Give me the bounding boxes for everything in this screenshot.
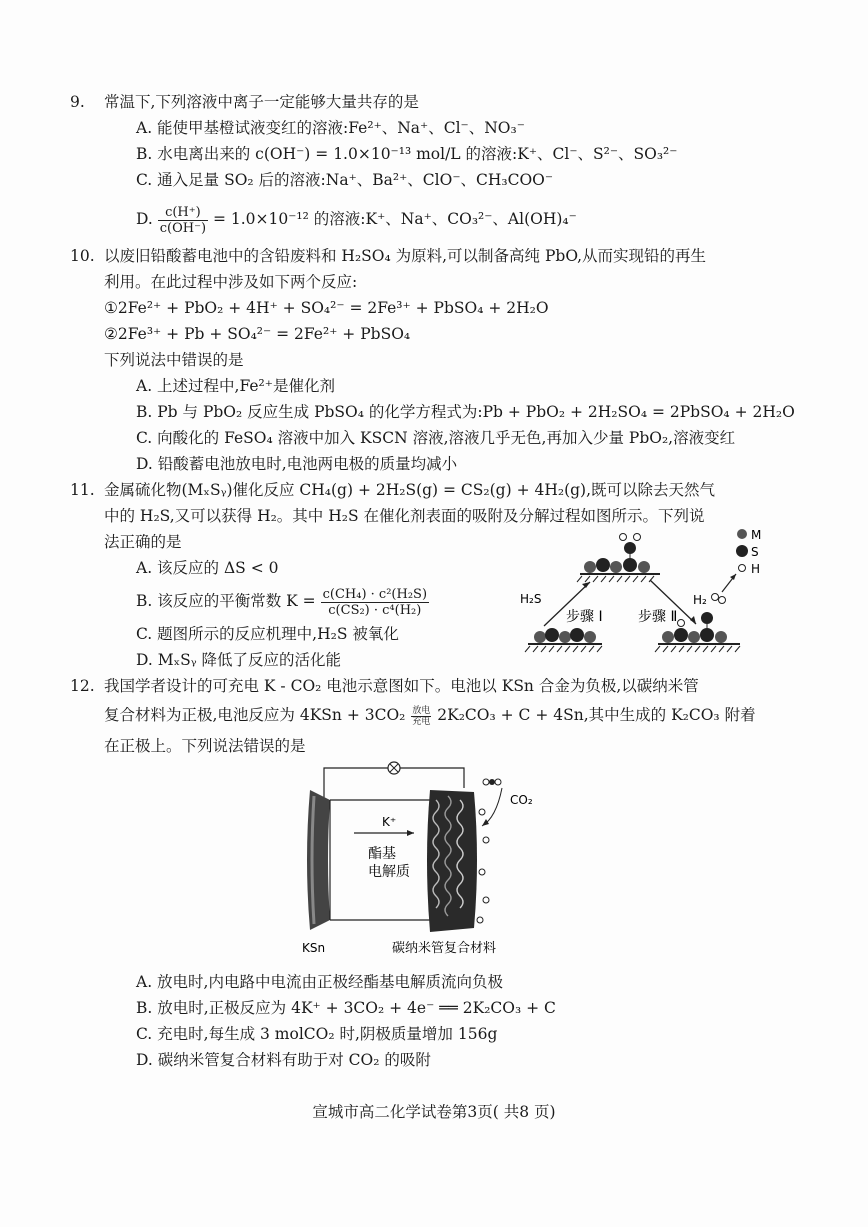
q9-option-d-rest: = 1.0×10⁻¹² 的溶液:K⁺、Na⁺、CO₃²⁻、Al(OH)₄⁻ xyxy=(212,210,577,228)
q10-option-d: D. 铅酸蓄电池放电时,电池两电极的质量均减小 xyxy=(136,455,458,473)
q10-reaction-2: ②2Fe³⁺ + Pb + SO₄²⁻ = 2Fe²⁺ + PbSO₄ xyxy=(104,325,411,343)
q11-option-b-label: B. 该反应的平衡常数 K = xyxy=(136,592,316,610)
q11-option-a: A. 该反应的 ΔS < 0 xyxy=(136,559,279,577)
surface-left xyxy=(525,644,602,652)
surface-top xyxy=(577,574,660,582)
q12-stem-line2 xyxy=(104,700,756,730)
q10-stem-line1 xyxy=(70,246,707,266)
q11-option-b xyxy=(136,584,429,618)
q10-ask: 下列说法中错误的是 xyxy=(104,351,244,369)
cnt-cathode xyxy=(427,790,489,932)
atoms-top xyxy=(584,534,650,574)
q10-reaction-1: ①2Fe²⁺ + PbO₂ + 4H⁺ + SO₄²⁻ = 2Fe³⁺ + PbSO₄ + 2H₂O xyxy=(104,299,549,317)
q11-number: 11. xyxy=(70,481,95,499)
q10-option-c: C. 向酸化的 FeSO₄ 溶液中加入 KSCN 溶液,溶液几乎无色,再加入少量 PbO₂,溶液变红 xyxy=(136,429,736,447)
co2-molecules xyxy=(482,779,502,826)
q10-option-b: B. Pb 与 PbO₂ 反应生成 PbSO₄ 的化学方程式为:Pb + PbO₂ + 2H₂SO₄ = 2PbSO₄ + 2H₂O xyxy=(136,403,795,421)
q9-option-a: A. 能使甲基橙试液变红的溶液:Fe²⁺、Na⁺、Cl⁻、NO₃⁻ xyxy=(136,119,525,137)
atoms-left xyxy=(534,628,596,643)
legend xyxy=(736,529,748,572)
electrolyte-label-1: 酯基 xyxy=(368,846,396,862)
h2-label: H₂ xyxy=(693,593,707,607)
q11-stem-line3: 法正确的是 xyxy=(104,533,182,551)
q10-number: 10. xyxy=(70,247,95,265)
q9-d-denominator: c(OH⁻) xyxy=(159,220,207,236)
kplus-arrow xyxy=(354,830,414,836)
q9-option-d-fraction xyxy=(158,205,208,236)
q9-option-b: B. 水电离出来的 c(OH⁻) = 1.0×10⁻¹³ mol/L 的溶液:K⁺、Cl⁻、S²⁻、SO₃²⁻ xyxy=(136,145,678,163)
page-footer: 宣城市高二化学试卷第3页( 共8 页) xyxy=(312,1103,556,1121)
q11-option-d: D. MₓSᵧ 降低了反应的活化能 xyxy=(136,651,342,669)
legend-m-label: M xyxy=(751,528,762,542)
q9-option-d xyxy=(136,202,577,236)
q9-option-c: C. 通入足量 SO₂ 后的溶液:Na⁺、Ba²⁺、ClO⁻、CH₃COO⁻ xyxy=(136,171,554,189)
h2s-label: H₂S xyxy=(520,592,542,606)
q9-option-d-label: D. xyxy=(136,210,153,228)
legend-h-label: H xyxy=(751,562,761,576)
q11-adsorption-diagram xyxy=(510,522,770,670)
arrow-charge-label: 充电 xyxy=(412,716,431,727)
ksn-label: KSn xyxy=(302,941,326,955)
electrolyte-label-2: 电解质 xyxy=(368,864,410,880)
q10-option-a: A. 上述过程中,Fe²⁺是催化剂 xyxy=(136,377,335,395)
q10-stem-line2: 利用。在此过程中涉及如下两个反应: xyxy=(104,273,358,291)
q9-d-numerator: c(H⁺) xyxy=(158,205,208,221)
q10-stem1: 以废旧铅酸蓄电池中的含铅废料和 H₂SO₄ 为原料,可以制备高纯 PbO,从而实现铅的再生 xyxy=(104,247,707,265)
step1-label: 步骤 Ⅰ xyxy=(566,609,603,625)
q9-number: 9. xyxy=(70,93,85,111)
q11-stem-line1 xyxy=(70,480,716,500)
q11-stem-line2: 中的 H₂S,又可以获得 H₂。其中 H₂S 在催化剂表面的吸附及分解过程如图所示。下列说 xyxy=(104,507,705,525)
arrow-h2-out xyxy=(722,574,736,592)
kplus-label: K⁺ xyxy=(382,815,397,829)
bulb-icon xyxy=(388,762,400,774)
ksn-anode xyxy=(307,790,330,930)
q12-option-b: B. 放电时,正极反应为 4K⁺ + 3CO₂ + 4e⁻ ══ 2K₂CO₃ + C xyxy=(136,999,556,1017)
q12-option-a: A. 放电时,内电路中电流由正极经酯基电解质流向负极 xyxy=(136,973,503,991)
q12-option-c: C. 充电时,每生成 3 molCO₂ 时,阴极质量增加 156g xyxy=(136,1025,498,1043)
q12-stem-line1 xyxy=(70,676,699,696)
q12-reversible-arrow xyxy=(411,706,431,727)
q11-b-numerator: c(CH₄) · c²(H₂S) xyxy=(322,586,428,602)
q9-stem-text: 常温下,下列溶液中离子一定能够大量共存的是 xyxy=(104,93,419,111)
co2-label: CO₂ xyxy=(510,793,533,807)
q12-stem2b: 2K₂CO₃ + C + 4Sn,其中生成的 K₂CO₃ 附着 xyxy=(437,706,756,724)
q12-option-d: D. 碳纳米管复合材料有助于对 CO₂ 的吸附 xyxy=(136,1051,431,1069)
q12-stem-line3: 在正极上。下列说法错误的是 xyxy=(104,737,306,755)
surface-right xyxy=(655,644,740,652)
q9-stem xyxy=(70,92,419,112)
q12-stem1: 我国学者设计的可充电 K - CO₂ 电池示意图如下。电池以 KSn 合金为负极,以碳纳米管 xyxy=(104,677,699,695)
cnt-label: 碳纳米管复合材料 xyxy=(392,941,497,956)
q12-battery-diagram xyxy=(296,760,556,962)
q12-number: 12. xyxy=(70,677,95,695)
q12-stem2a: 复合材料为正极,电池反应为 4KSn + 3CO₂ xyxy=(104,706,406,724)
q11-b-denominator: c(CS₂) · c⁴(H₂) xyxy=(328,602,422,618)
step2-label: 步骤 Ⅱ xyxy=(638,609,678,625)
q11-option-b-fraction xyxy=(321,587,429,618)
arrow-discharge-label: 放电 xyxy=(412,705,431,716)
q11-option-c: C. 题图所示的反应机理中,H₂S 被氧化 xyxy=(136,625,399,643)
legend-s-label: S xyxy=(751,545,759,559)
q11-stem1: 金属硫化物(MₓSᵧ)催化反应 CH₄(g) + 2H₂S(g) = CS₂(g) + 4H₂(g),既可以除去天然气 xyxy=(104,481,716,499)
